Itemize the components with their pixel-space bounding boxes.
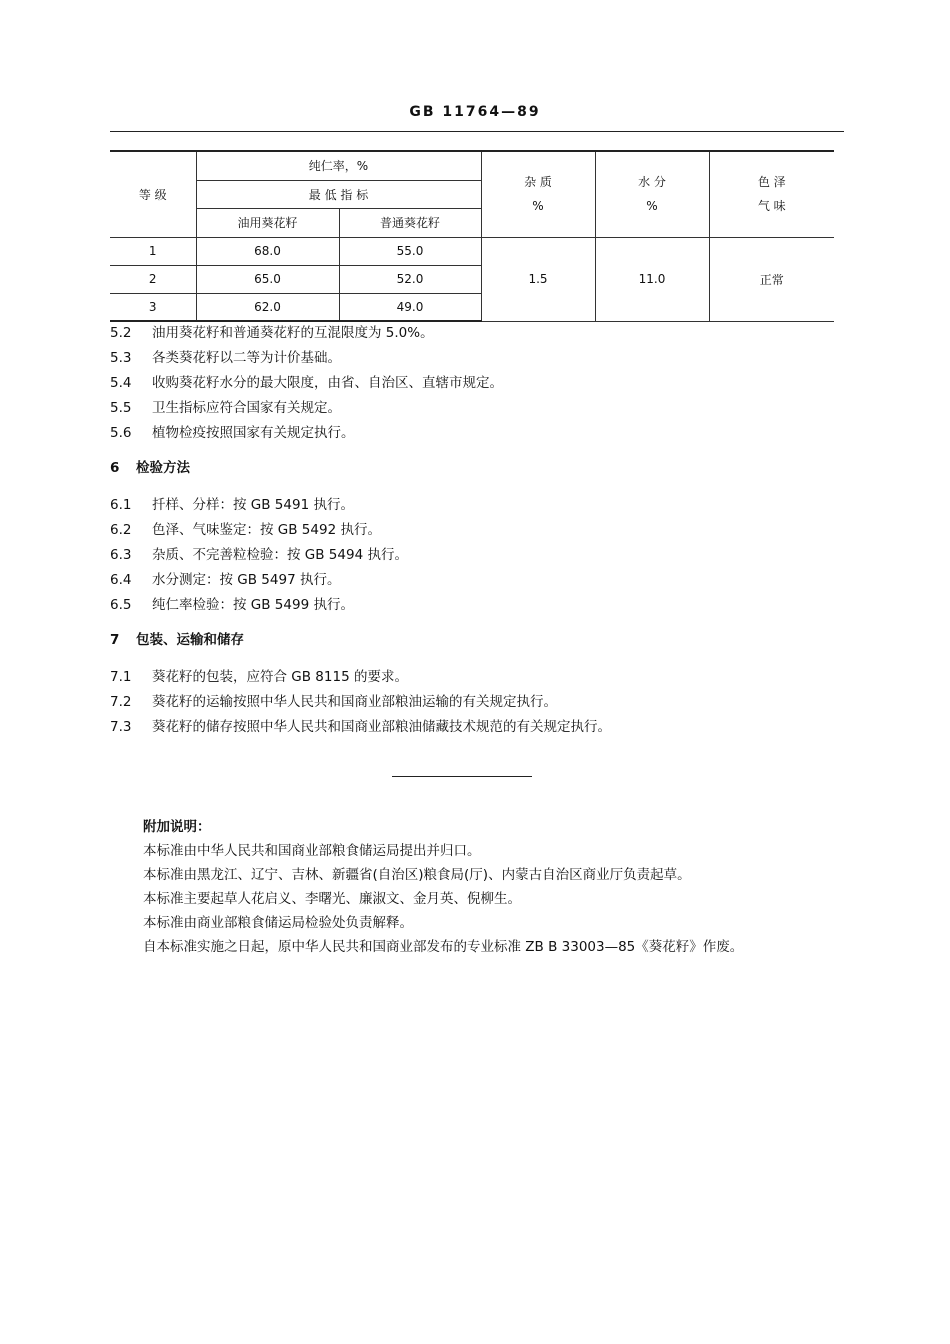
- header-min-index: 最 低 指 标: [196, 180, 481, 208]
- header-odor-label: 气 味: [757, 199, 786, 214]
- item-text: 色泽、气味鉴定：按 GB 5492 执行。: [152, 522, 381, 538]
- list-item: [110, 493, 850, 518]
- additional-notes: [143, 815, 873, 959]
- item-number: 5.6: [110, 425, 132, 441]
- cell-moisture: 11.0: [595, 237, 709, 321]
- list-item: [110, 568, 850, 593]
- note-line: 本标准主要起草人花启义、李曙光、廉淑文、金月英、倪柳生。: [143, 891, 521, 907]
- item-text: 油用葵花籽和普通葵花籽的互混限度为 5.0%。: [152, 325, 434, 341]
- item-text: 纯仁率检验：按 GB 5499 执行。: [152, 597, 354, 613]
- item-number: 6.2: [110, 522, 132, 538]
- list-item: [110, 346, 850, 371]
- item-text: 收购葵花籽水分的最大限度，由省、自治区、直辖市规定。: [152, 375, 503, 391]
- grade-table: [110, 150, 834, 322]
- cell-oil: 65.0: [196, 265, 339, 293]
- cell-common: 49.0: [339, 293, 481, 321]
- header-moisture-unit: %: [646, 199, 658, 214]
- page-header: GB 11764—89: [409, 104, 541, 120]
- item-text: 各类葵花籽以二等为计价基础。: [152, 350, 341, 366]
- table-row: [110, 237, 834, 265]
- list-item: [110, 421, 850, 446]
- item-number: 6.3: [110, 547, 132, 563]
- note-line: 本标准由中华人民共和国商业部粮食储运局提出并归口。: [143, 843, 481, 859]
- cell-grade: 1: [110, 237, 196, 265]
- notes-title: 附加说明：: [143, 819, 211, 835]
- header-common: 普通葵花籽: [339, 208, 481, 237]
- list-item: [110, 715, 850, 740]
- section-5-list: [110, 321, 850, 446]
- item-number: 7.2: [110, 694, 132, 710]
- section-7-list: [110, 665, 850, 740]
- item-number: 5.3: [110, 350, 132, 366]
- note-line: 自本标准实施之日起，原中华人民共和国商业部发布的专业标准 ZB B 33003—85《葵花籽》作废。: [143, 939, 744, 955]
- note-line: 本标准由黑龙江、辽宁、吉林、新疆省(自治区)粮食局(厅)、内蒙古自治区商业厅负责起草。: [143, 867, 691, 883]
- section-6-list: [110, 493, 850, 618]
- section-heading: [110, 456, 850, 481]
- item-text: 植物检疫按照国家有关规定执行。: [152, 425, 355, 441]
- list-item: [110, 371, 850, 396]
- list-item: [110, 396, 850, 421]
- cell-oil: 62.0: [196, 293, 339, 321]
- list-item: [110, 665, 850, 690]
- header-oil-use: 油用葵花籽: [196, 208, 339, 237]
- section-title: 检验方法: [136, 460, 190, 476]
- section-title: 包装、运输和储存: [136, 632, 244, 648]
- header-impurity-unit: %: [532, 199, 544, 214]
- cell-color: 正常: [709, 237, 834, 321]
- list-item: [110, 593, 850, 618]
- section-number: 7: [110, 632, 120, 648]
- list-item: [110, 690, 850, 715]
- header-rule: [110, 131, 844, 132]
- note-line: 本标准由商业部粮食储运局检验处负责解释。: [143, 915, 413, 931]
- section-heading: [110, 628, 850, 653]
- header-color-odor: [709, 151, 834, 237]
- item-number: 5.5: [110, 400, 132, 416]
- header-color-label: 色 泽: [757, 175, 786, 190]
- list-item: [110, 518, 850, 543]
- item-number: 6.4: [110, 572, 132, 588]
- item-number: 5.4: [110, 375, 132, 391]
- header-moisture: [595, 151, 709, 237]
- section-7: [110, 628, 850, 653]
- item-text: 卫生指标应符合国家有关规定。: [152, 400, 341, 416]
- item-text: 葵花籽的储存按照中华人民共和国商业部粮油储藏技术规范的有关规定执行。: [152, 719, 611, 735]
- list-item: [110, 543, 850, 568]
- section-6: [110, 456, 850, 481]
- item-text: 水分测定：按 GB 5497 执行。: [152, 572, 341, 588]
- item-text: 杂质、不完善粒检验：按 GB 5494 执行。: [152, 547, 408, 563]
- item-text: 葵花籽的包装，应符合 GB 8115 的要求。: [152, 669, 408, 685]
- header-grade: 等 级: [110, 151, 196, 237]
- item-number: 7.3: [110, 719, 132, 735]
- cell-common: 52.0: [339, 265, 481, 293]
- item-number: 5.2: [110, 325, 132, 341]
- cell-grade: 3: [110, 293, 196, 321]
- cell-grade: 2: [110, 265, 196, 293]
- item-number: 6.5: [110, 597, 132, 613]
- cell-common: 55.0: [339, 237, 481, 265]
- header-impurity: [481, 151, 595, 237]
- item-number: 6.1: [110, 497, 132, 513]
- section-divider: [392, 776, 532, 777]
- header-kernel-rate: 纯仁率，%: [196, 151, 481, 180]
- header-moisture-label: 水 分: [638, 175, 666, 190]
- list-item: [110, 321, 850, 346]
- item-text: 扦样、分样：按 GB 5491 执行。: [152, 497, 354, 513]
- header-impurity-label: 杂 质: [524, 175, 552, 190]
- item-number: 7.1: [110, 669, 132, 685]
- section-number: 6: [110, 460, 120, 476]
- cell-impurity: 1.5: [481, 237, 595, 321]
- cell-oil: 68.0: [196, 237, 339, 265]
- item-text: 葵花籽的运输按照中华人民共和国商业部粮油运输的有关规定执行。: [152, 694, 557, 710]
